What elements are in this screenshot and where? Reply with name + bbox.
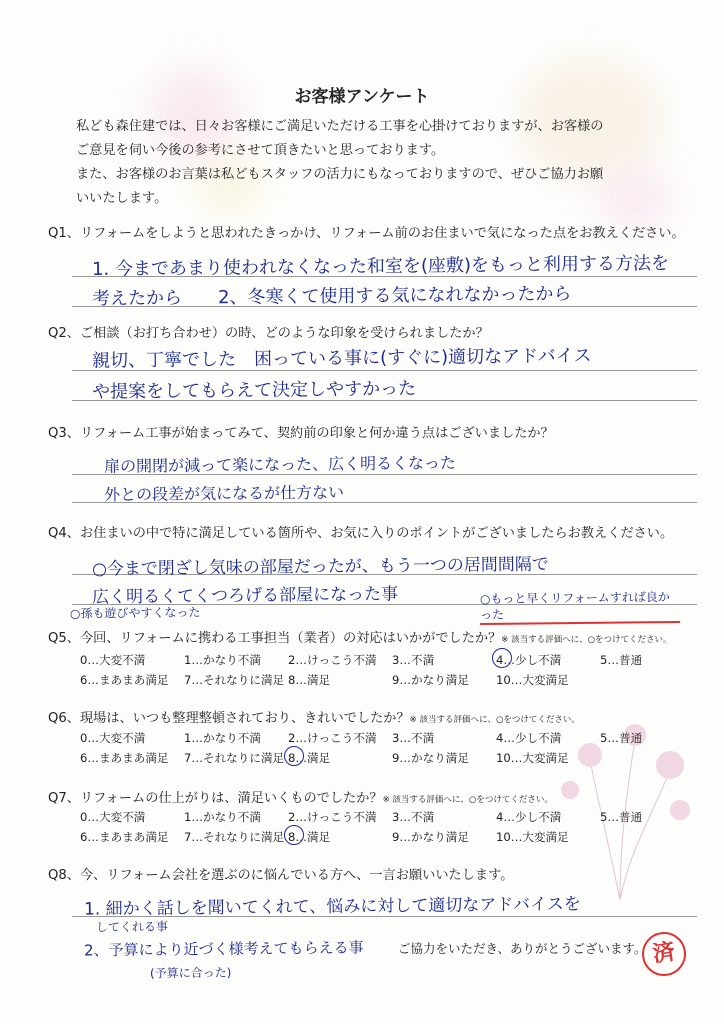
rating-option-7[interactable]: 7…それなりに満足 [184, 830, 285, 844]
intro-line: 私ども森住建では、日々お客様にご満足いただける工事を心掛けておりますが、お客様の [76, 119, 604, 134]
scale-note: ※ 該当する評価へに、○をつけてください。 [382, 795, 553, 805]
answer-2-line-1: 親切、丁寧でした 困っている事に(すぐに)適切なアドバイス [91, 345, 592, 372]
question-7-text: Q7、リフォームの仕上がりは、満足いくものでしたか？ [48, 791, 383, 806]
rating-option-5[interactable]: 5…普通 [600, 731, 643, 745]
rating-option-8-selected[interactable]: 8…満足 [288, 829, 392, 845]
rating-option-10[interactable]: 10…大変満足 [496, 673, 569, 687]
rating-option-0[interactable]: 0…大変不満 [80, 731, 146, 745]
rating-option-7[interactable]: 7…それなりに満足 [184, 751, 285, 765]
rating-option-9[interactable]: 9…かなり満足 [392, 830, 469, 844]
rating-option-10[interactable]: 10…大変満足 [496, 751, 569, 765]
rating-option-8-selected[interactable]: 8…満足 [288, 750, 392, 766]
rating-option-4-selected[interactable]: 4…少し不満 [496, 652, 600, 668]
answer-8-line-1: 1. 細かく話しを聞いてくれて、悩みに対して適切なアドバイスを [83, 894, 581, 920]
scale-note: ※ 該当する評価へに、○をつけてください。 [501, 635, 672, 645]
rating-option-1[interactable]: 1…かなり不満 [184, 810, 261, 824]
rating-option-0[interactable]: 0…大変不満 [80, 810, 146, 824]
rating-option-2[interactable]: 2…けっこう不満 [288, 810, 377, 824]
answer-2-line-2: や提案をしてもらえて決定しやすかった [91, 378, 417, 403]
rating-scale-q7 [80, 807, 704, 847]
rating-option-8[interactable]: 8…満足 [288, 673, 331, 687]
rating-option-5[interactable]: 5…普通 [600, 653, 643, 667]
answer-4-line-2: 広く明るくてくつろげる部屋になった事 [91, 584, 399, 608]
intro-line: ご意見を伺い今後の参考にさせて頂きたいと思っております。 [76, 143, 445, 158]
question-6 [48, 707, 580, 726]
rating-option-6[interactable]: 6…まあまあ満足 [80, 751, 169, 765]
rating-option-4[interactable]: 4…少し不満 [496, 731, 562, 745]
rating-option-6[interactable]: 6…まあまあ満足 [80, 673, 169, 687]
review-stamp: 済 [639, 929, 689, 979]
scale-note: ※ 該当する評価へに、○をつけてください。 [409, 715, 580, 725]
intro-line: また、お客様のお言葉は私どもスタッフの活力にもなっておりますので、ぜひご協力お願 [76, 167, 604, 182]
rating-option-3[interactable]: 3…不満 [392, 810, 435, 824]
answer-3-line-1: 扉の開閉が減って楽になった、広く明るくなった [103, 453, 457, 476]
answer-8-line-3: 2、予算により近づく様考えてもらえる事 [83, 938, 364, 960]
rating-option-10[interactable]: 10…大変満足 [496, 830, 569, 844]
intro-line: いいたします。 [76, 191, 168, 206]
question-6-text: Q6、現場は、いつも整理整頓されており、きれいでしたか？ [48, 711, 410, 726]
answer-8-line-4: (予算に合った) [149, 965, 232, 981]
rating-option-9[interactable]: 9…かなり満足 [392, 751, 469, 765]
question-5-text: Q5、今回、リフォームに携わる工事担当（業者）の対応はいかがでしたか？ [48, 631, 502, 646]
rating-option-9[interactable]: 9…かなり満足 [392, 673, 469, 687]
page-title: お客様アンケート [294, 87, 430, 107]
rating-scale-q5 [80, 650, 704, 690]
rating-option-3[interactable]: 3…不満 [392, 731, 435, 745]
question-4: Q4、お住まいの中で特に満足している箇所や、お気に入りのポイントがございましたらお教えください。 [48, 526, 674, 541]
question-1: Q1、リフォームをしようと思われたきっかけ、リフォーム前のお住まいで気になった点をお教えください。 [48, 226, 685, 241]
rating-option-0[interactable]: 0…大変不満 [80, 653, 146, 667]
rating-option-2[interactable]: 2…けっこう不満 [288, 731, 377, 745]
answer-8-line-2: してくれる事 [95, 919, 169, 935]
rating-option-6[interactable]: 6…まあまあ満足 [80, 830, 169, 844]
question-2: Q2、ご相談（お打ち合わせ）の時、どのような印象を受けられましたか？ [48, 326, 489, 341]
rating-option-1[interactable]: 1…かなり不満 [184, 653, 261, 667]
question-5 [48, 627, 672, 646]
question-8: Q8、今、リフォーム会社を選ぶのに悩んでいる方へ、一言お願いいたします。 [48, 868, 514, 883]
rating-scale-q6 [80, 728, 704, 768]
intro-text [76, 115, 676, 211]
answer-1-line-2: 考えたから 2、冬寒くて使用する気になれなかったから [91, 283, 572, 310]
question-7 [48, 787, 553, 806]
rating-option-5[interactable]: 5…普通 [600, 810, 643, 824]
question-3: Q3、リフォーム工事が始まってみて、契約前の印象と何か違う点はございましたか？ [48, 426, 554, 441]
answer-4-red-note: ○もっと早くリフォームすれば良かった [480, 589, 680, 625]
rating-option-3[interactable]: 3…不満 [392, 653, 435, 667]
rating-option-1[interactable]: 1…かなり不満 [184, 731, 261, 745]
answer-4-line-1: ○今まで閉ざし気味の部屋だったが、もう一つの居間間隔で [91, 554, 549, 580]
answer-4-line-3: ○孫も遊びやすくなった [69, 605, 201, 621]
answer-1-line-1: 1. 今まであまり使われなくなった和室を(座敷)をもっと利用する方法を [91, 252, 670, 281]
rating-option-4[interactable]: 4…少し不満 [496, 810, 562, 824]
rating-option-2[interactable]: 2…けっこう不満 [288, 653, 377, 667]
thanks-text: ご協力をいただき、ありがとうございます。 [398, 941, 647, 956]
answer-3-line-2: 外との段差が気になるが仕方ない [103, 482, 345, 505]
rating-option-7[interactable]: 7…それなりに満足 [184, 673, 285, 687]
